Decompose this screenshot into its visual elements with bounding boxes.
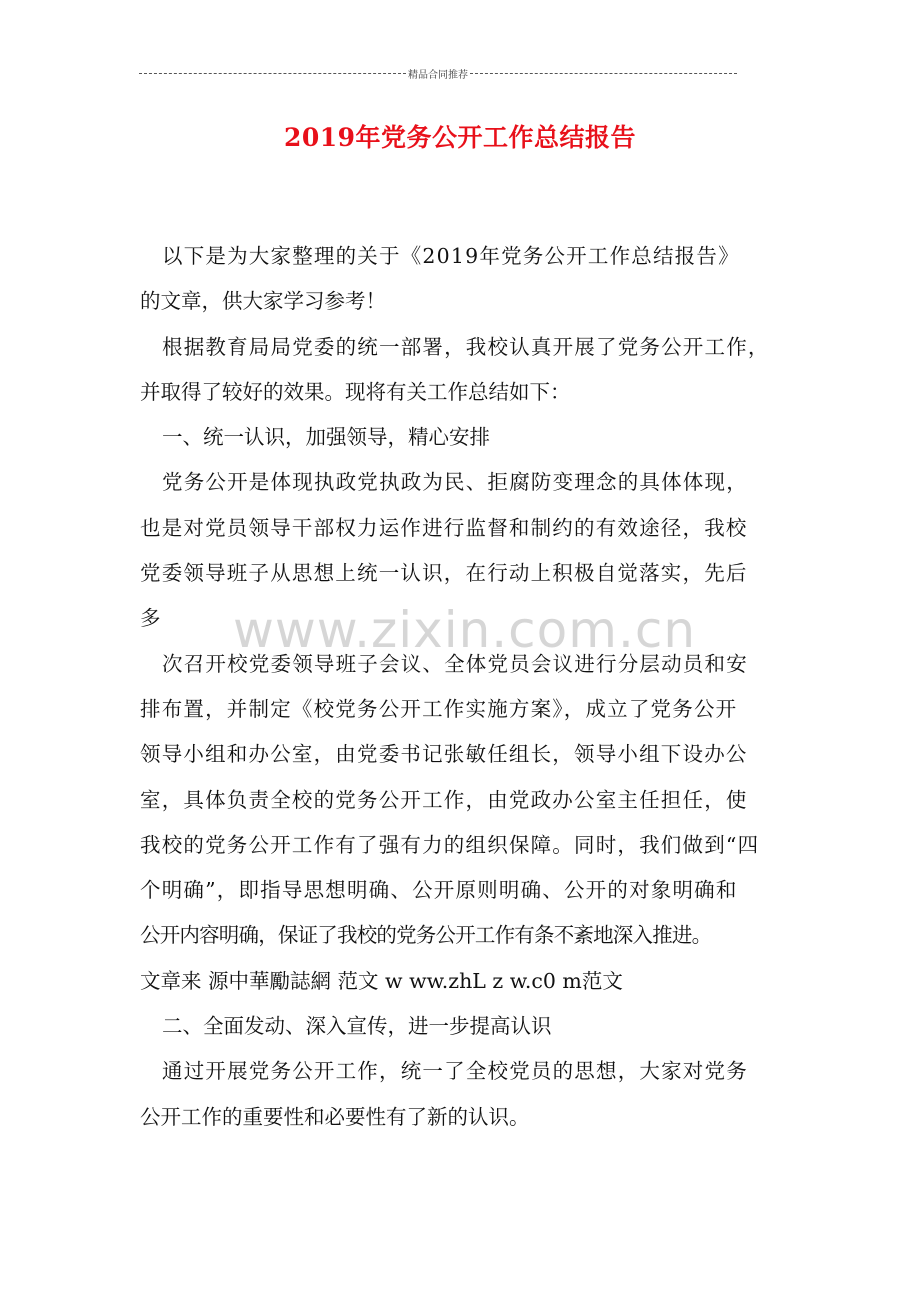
paragraph-line: 排布置，并制定《校党务公开工作实施方案》，成立了党务公开 <box>140 696 738 721</box>
paragraph-line: 室，具体负责全校的党务公开工作，由党政办公室主任担任，使 <box>140 787 748 812</box>
paragraph-line: 并取得了较好的效果。现将有关工作总结如下： <box>140 379 571 404</box>
section-heading: 二、全面发动、深入宣传，进一步提高认识 <box>162 1014 552 1039</box>
document-body <box>140 234 790 1140</box>
header-label: 精品合同推荐 <box>408 69 468 81</box>
paragraph-line: 以下是为大家整理的关于《2019年党务公开工作总结报告》 <box>162 244 740 268</box>
header-dash-left <box>139 73 406 74</box>
paragraph-line: 通过开展党务公开工作，统一了全校党员的思想，大家对党务 <box>162 1059 748 1084</box>
paragraph-line: 的文章，供大家学习参考！ <box>140 289 386 314</box>
watermark-text: www.zixin.com.cn <box>233 601 697 659</box>
section-heading: 一、统一认识，加强领导，精心安排 <box>162 425 490 450</box>
page-header <box>139 66 737 80</box>
paragraph-line: 根据教育局局党委的统一部署，我校认真开展了党务公开工作， <box>162 334 770 359</box>
paragraph-line: 公开工作的重要性和必要性有了新的认识。 <box>140 1104 530 1129</box>
paragraph-line: 公开内容明确，保证了我校的党务公开工作有条不紊地深入推进。 <box>140 923 712 948</box>
paragraph-line: 我校的党务公开工作有了强有力的组织保障。同时，我们做到“四 <box>140 832 760 857</box>
paragraph-line: 也是对党员领导干部权力运作进行监督和制约的有效途径，我校 <box>140 515 748 540</box>
paragraph-line: 次召开校党委领导班子会议、全体党员会议进行分层动员和安 <box>162 651 748 676</box>
source-line: 文章来 源中華勵誌網 范文 w ww.zhL z w.c0 m范文 <box>140 968 623 993</box>
document-title: 2019年党务公开工作总结报告 <box>283 123 637 152</box>
paragraph-line: 党委领导班子从思想上统一认识，在行动上积极自觉落实，先后 <box>140 561 748 586</box>
header-dash-right <box>470 73 737 74</box>
paragraph-line: 领导小组和办公室，由党委书记张敏任组长，领导小组下设办公 <box>140 742 748 767</box>
paragraph-line: 党务公开是体现执政党执政为民、拒腐防变理念的具体体现， <box>162 470 748 495</box>
paragraph-line: 多 <box>140 606 161 631</box>
paragraph-line: 个明确”，即指导思想明确、公开原则明确、公开的对象明确和 <box>140 878 738 903</box>
